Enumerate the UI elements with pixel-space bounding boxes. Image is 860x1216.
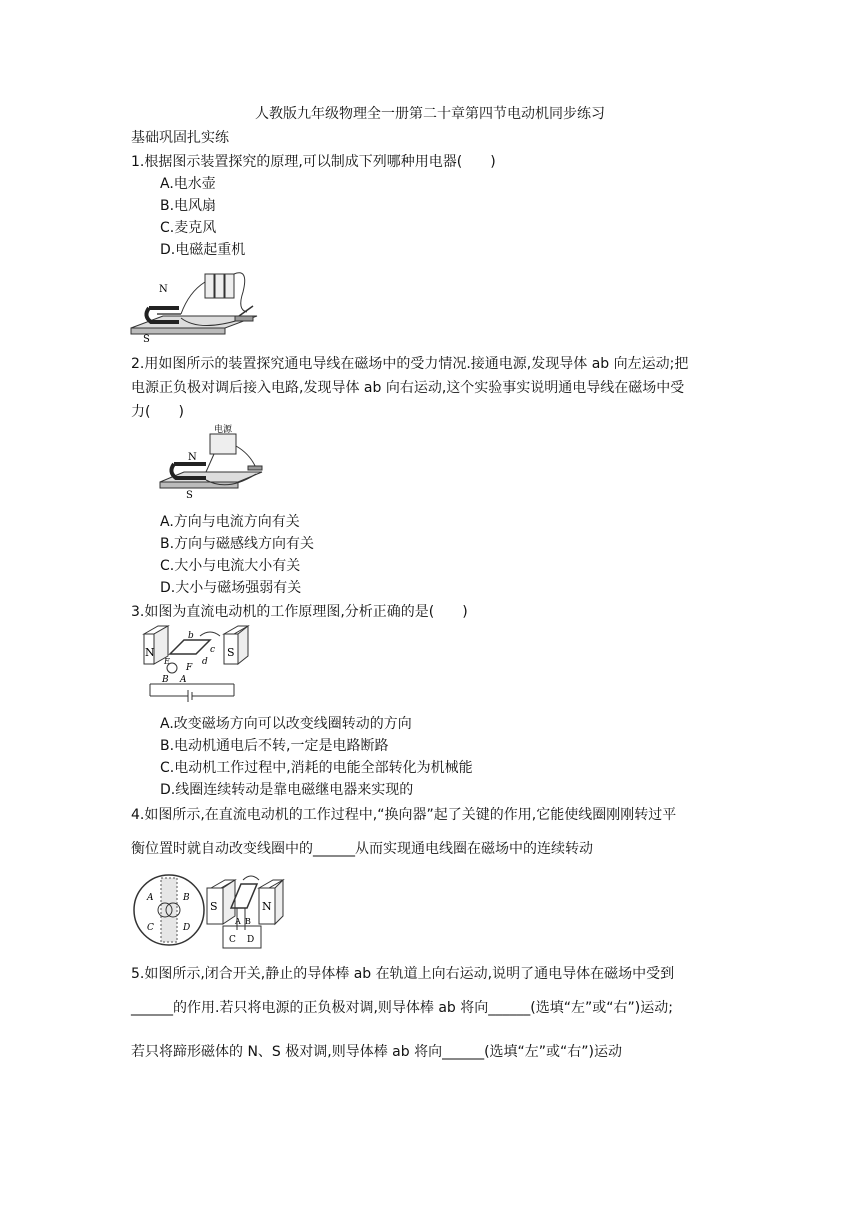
q3-fig-label-b-small: b [188,631,194,641]
q1-option-c: C.麦克风 [160,220,217,236]
q2-stem-line-3: 力( ) [131,404,184,420]
q4-stem-line-2: 衡位置时就自动改变线圈中的______从而实现通电线圈在磁场中的连续转动 [131,841,593,857]
q3-fig-label-d: d [202,657,208,667]
q1-fig-label-n: N [159,284,168,295]
q4-fig-label-a-left: A [147,893,154,903]
q3-option-b: B.电动机通电后不转,一定是电路断路 [160,738,389,754]
q1-option-b: B.电风扇 [160,198,217,214]
q3-option-d: D.线圈连续转动是靠电磁继电器来实现的 [160,782,414,798]
q4-fig-label-s: S [210,900,218,913]
q1-option-d: D.电磁起重机 [160,242,246,258]
q4-fig-label-b-right: B [245,917,251,926]
q3-fig-label-n: N [145,646,155,659]
q1-option-a: A.电水壶 [160,176,216,192]
q3-fig-label-f: F [186,663,193,673]
q3-option-a: A.改变磁场方向可以改变线圈转动的方向 [160,716,412,732]
q2-option-c: C.大小与电流大小有关 [160,558,301,574]
section-heading: 基础巩固扎实练 [131,130,229,146]
q3-fig-label-a: A [180,675,187,685]
q4-fig-label-d-right: D [247,935,255,945]
q4-fig-label-c-right: C [229,935,236,945]
q3-fig-label-s: S [227,646,235,659]
q3-fig-label-c: c [210,645,216,655]
q4-fig-label-n: N [262,900,272,913]
q1-stem: 1.根据图示装置探究的原理,可以制成下列哪种用电器( ) [131,154,496,170]
q5-stem-line-1: 5.如图所示,闭合开关,静止的导体棒 ab 在轨道上向右运动,说明了通电导体在磁场中受到 [131,966,675,982]
q2-option-d: D.大小与磁场强弱有关 [160,580,302,596]
q4-fig-label-b-left: B [183,893,190,903]
q5-stem-line-2: ______的作用.若只将电源的正负极对调,则导体棒 ab 将向______(选填“左”或“右”)运动; [131,1000,673,1016]
q3-option-c: C.电动机工作过程中,消耗的电能全部转化为机械能 [160,760,473,776]
q2-option-a: A.方向与电流方向有关 [160,514,300,530]
q3-figure [140,624,252,706]
q2-fig-label-power: 电源 [214,425,233,435]
q2-option-b: B.方向与磁感线方向有关 [160,536,315,552]
q3-stem: 3.如图为直流电动机的工作原理图,分析正确的是( ) [131,604,468,620]
q5-stem-line-3: 若只将蹄形磁体的 N、S 极对调,则导体棒 ab 将向______(选填“左”或“右”)运动 [131,1044,623,1060]
document-title: 人教版九年级物理全一册第二十章第四节电动机同步练习 [255,106,605,122]
q4-stem-line-1: 4.如图所示,在直流电动机的工作过程中,“换向器”起了关键的作用,它能使线圈刚刚转过平 [131,807,677,823]
q4-figure [131,870,287,954]
q4-fig-label-d-left: D [183,923,191,933]
q4-fig-label-a-right: A [235,917,241,926]
q3-fig-label-b: B [162,675,169,685]
q3-fig-label-e: E [164,657,170,666]
q2-stem-line-2: 电源正负极对调后接入电路,发现导体 ab 向右运动,这个实验事实说明通电导线在磁场中受 [131,380,685,396]
q1-fig-label-s: S [143,334,150,344]
q1-figure [129,262,269,344]
q2-fig-label-s: S [186,490,193,500]
q2-stem-line-1: 2.用如图所示的装置探究通电导线在磁场中的受力情况.接通电源,发现导体 ab 向左运动;把 [131,356,689,372]
q2-figure [158,424,274,500]
q2-fig-label-n: N [188,452,197,463]
q4-fig-label-c-left: C [147,923,154,933]
